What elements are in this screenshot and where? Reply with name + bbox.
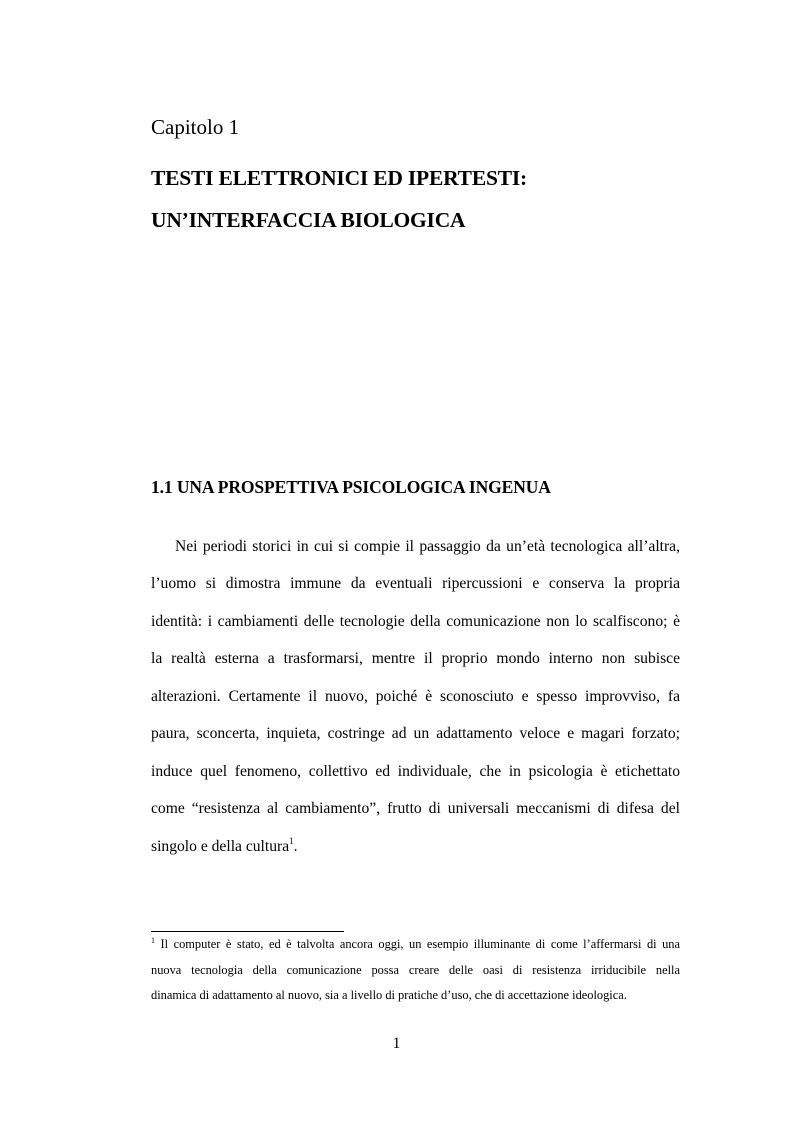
- paragraph-line-last: [151, 837, 680, 857]
- footnote-marker: 1: [151, 936, 155, 945]
- footnote-line: nuova tecnologia della comunicazione possa creare delle oasi di resistenza irriducibile nella: [151, 963, 680, 977]
- footnote-line: [151, 936, 680, 952]
- chapter-label: Capitolo 1: [151, 115, 240, 139]
- footnote-text: Il computer è stato, ed è talvolta ancora oggi, un esempio illuminante di come l’affermarsi di una: [155, 937, 680, 951]
- paragraph-line: identità: i cambiamenti delle tecnologie della comunicazione non lo scalfiscono; è: [151, 613, 680, 630]
- paragraph-line: l’uomo si dimostra immune da eventuali ripercussioni e conserva la propria: [151, 575, 680, 592]
- paragraph-line: la realtà esterna a trasformarsi, mentre il proprio mondo interno non subisce: [151, 650, 680, 667]
- footnote-line: dinamica di adattamento al nuovo, sia a livello di pratiche d’uso, che di accettazione ideologica.: [151, 988, 627, 1002]
- paragraph-line: come “resistenza al cambiamento”, frutto di universali meccanismi di difesa del: [151, 800, 680, 817]
- paragraph-text: singolo e della cultura: [151, 838, 290, 855]
- chapter-title-line-2: UN’INTERFACCIA BIOLOGICA: [151, 208, 466, 232]
- paragraph-line: paura, sconcerta, inquieta, costringe ad un adattamento veloce e magari forzato;: [151, 725, 680, 742]
- chapter-title-line-1: TESTI ELETTRONICI ED IPERTESTI:: [151, 166, 527, 190]
- paragraph-line: induce quel fenomeno, collettivo ed individuale, che in psicologia è etichettato: [151, 763, 680, 780]
- sentence-end: .: [293, 838, 298, 855]
- page-number: 1: [392, 1035, 401, 1052]
- paragraph-line: alterazioni. Certamente il nuovo, poiché è sconosciuto e spesso improvviso, fa: [151, 688, 680, 705]
- footnote-reference[interactable]: 1: [289, 836, 294, 846]
- footnote-separator: [151, 931, 344, 932]
- section-heading: 1.1 UNA PROSPETTIVA PSICOLOGICA INGENUA: [151, 477, 551, 497]
- paragraph-line: Nei periodi storici in cui si compie il passaggio da un’età tecnologica all’altra,: [175, 538, 680, 555]
